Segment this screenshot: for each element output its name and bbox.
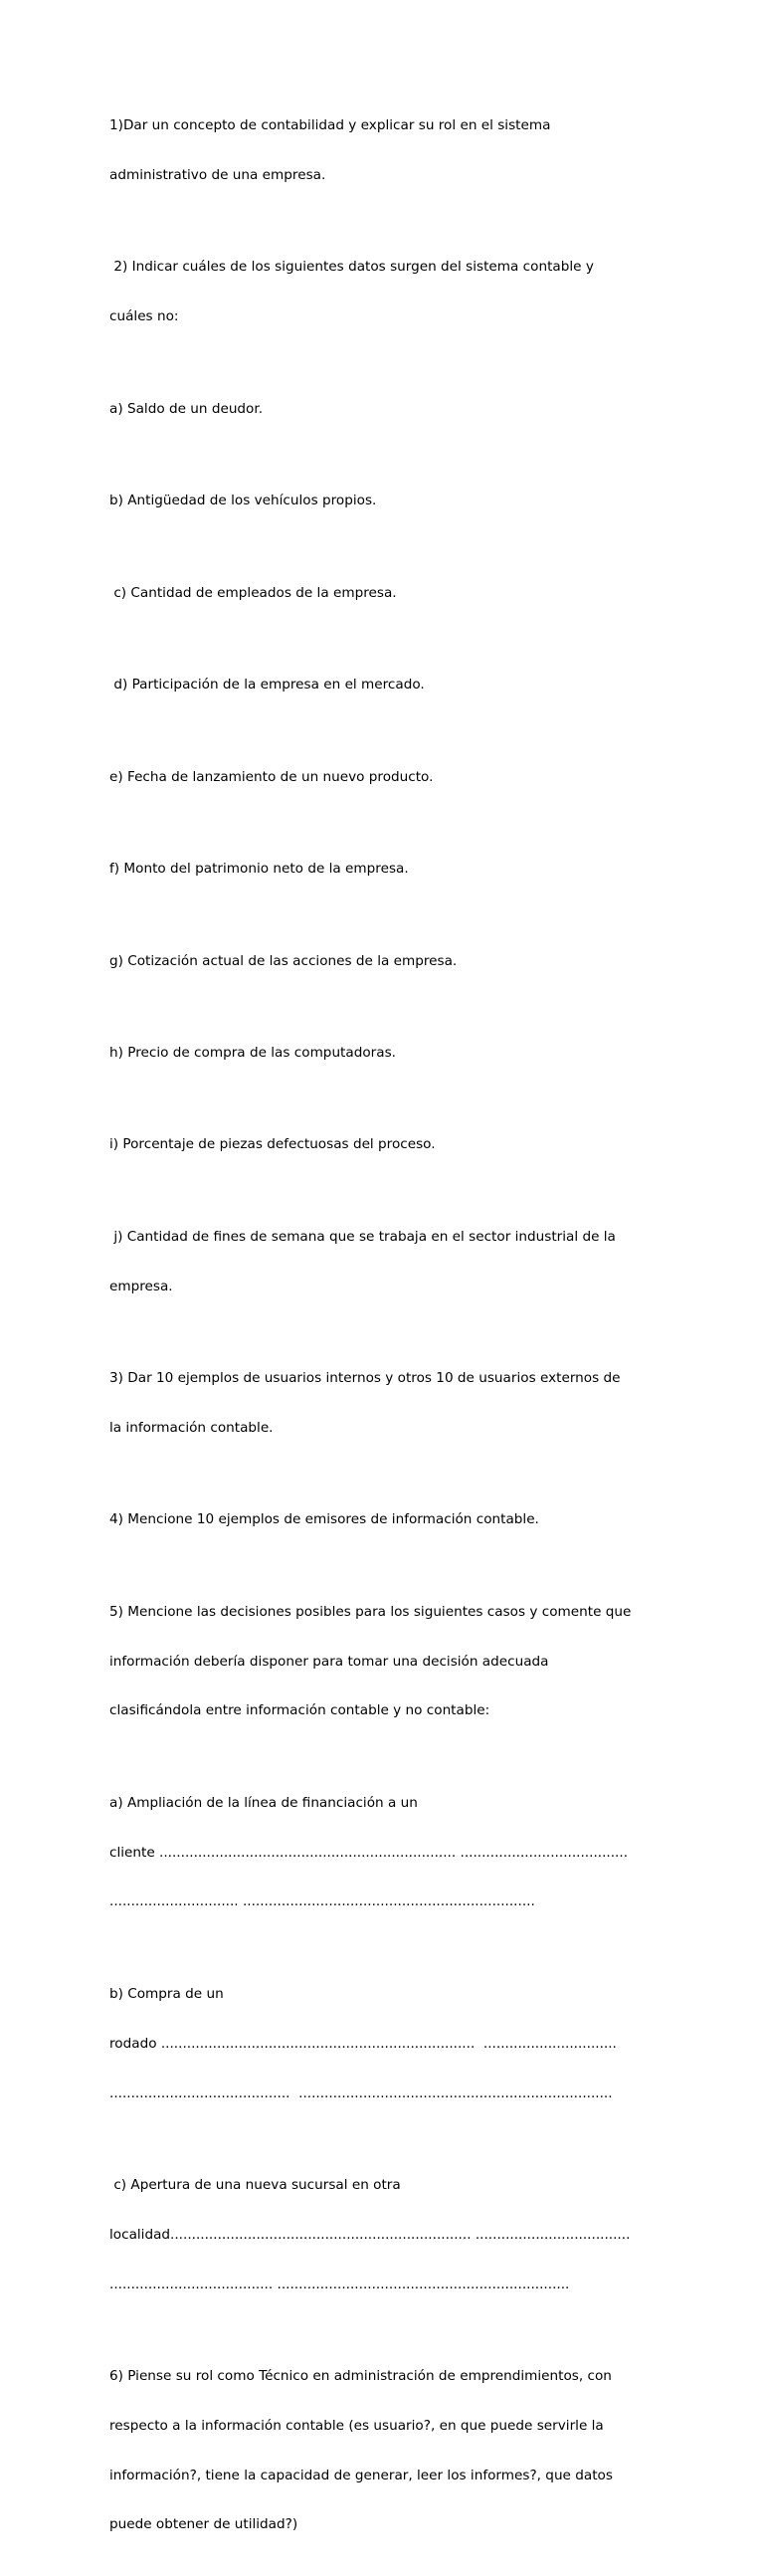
text-line: 3) Dar 10 ejemplos de usuarios internos y otros 10 de usuarios externos de: [109, 1370, 621, 1387]
text-line: e) Fecha de lanzamiento de un nuevo producto.: [109, 768, 434, 785]
text-line: b) Compra de un: [109, 1985, 224, 2002]
text-line: .............................. ....................................................................: [109, 1893, 535, 1910]
text-line: 4) Mencione 10 ejemplos de emisores de información contable.: [109, 1511, 539, 1528]
case-c: [109, 2144, 659, 2326]
text-line: b) Antigüedad de los vehículos propios.: [109, 493, 377, 509]
paragraph-2: [109, 226, 659, 358]
text-line: a) Ampliación de la línea de financiación a un: [109, 1794, 418, 1811]
text-line: c) Cantidad de empleados de la empresa.: [109, 584, 397, 601]
document-page: [109, 85, 659, 2576]
item-g: [109, 919, 659, 1002]
paragraph-3: [109, 1337, 659, 1470]
item-c: [109, 551, 659, 634]
text-line: ...................................... ....................................................................: [109, 2276, 570, 2292]
item-e: [109, 735, 659, 818]
paragraph-4: [109, 1479, 659, 1561]
text-line: cuáles no:: [109, 308, 179, 325]
case-a: [109, 1762, 659, 1944]
text-line: empresa.: [109, 1278, 173, 1294]
paragraph-6: [109, 2335, 659, 2566]
text-line: i) Porcentaje de piezas defectuosas del proceso.: [109, 1136, 436, 1153]
text-line: d) Participación de la empresa en el mercado.: [109, 677, 425, 694]
text-line: cliente ..................................................................... .......................................: [109, 1844, 629, 1861]
case-b: [109, 1953, 659, 2135]
text-line: información debería disponer para tomar una decisión adecuada: [109, 1653, 549, 1670]
item-h: [109, 1012, 659, 1094]
item-d: [109, 644, 659, 726]
text-line: f) Monto del patrimonio neto de la empresa.: [109, 861, 409, 878]
text-line: h) Precio de compra de las computadoras.: [109, 1044, 396, 1061]
item-f: [109, 828, 659, 910]
text-line: información?, tiene la capacidad de generar, leer los informes?, que datos: [109, 2467, 613, 2483]
text-line: localidad...................................................................... ....................................: [109, 2226, 631, 2243]
item-a: [109, 368, 659, 451]
text-line: c) Apertura de una nueva sucursal en otra: [109, 2176, 401, 2193]
text-line: la información contable.: [109, 1419, 274, 1436]
text-line: .......................................... .........................................................................: [109, 2084, 613, 2101]
text-line: a) Saldo de un deudor.: [109, 400, 264, 417]
paragraph-5: [109, 1571, 659, 1753]
text-line: g) Cotización actual de las acciones de la empresa.: [109, 952, 458, 969]
text-line: j) Cantidad de fines de semana que se trabaja en el sector industrial de la: [109, 1228, 616, 1245]
text-line: administrativo de una empresa.: [109, 166, 326, 183]
text-line: clasificándola entre información contable y no contable:: [109, 1702, 490, 1719]
text-line: puede obtener de utilidad?): [109, 2516, 298, 2533]
text-line: 6) Piense su rol como Técnico en administración de emprendimientos, con: [109, 2368, 612, 2384]
item-b: [109, 460, 659, 542]
text-line: rodado ......................................................................... ...............................: [109, 2035, 617, 2052]
item-i: [109, 1103, 659, 1186]
paragraph-1: [109, 85, 659, 217]
text-line: 5) Mencione las decisiones posibles para los siguientes casos y comente que: [109, 1603, 632, 1620]
text-line: 1)Dar un concepto de contabilidad y explicar su rol en el sistema: [109, 117, 551, 134]
text-line: 2) Indicar cuáles de los siguientes datos surgen del sistema contable y: [109, 259, 594, 276]
item-j: [109, 1196, 659, 1328]
text-line: respecto a la información contable (es usuario?, en que puede servirle la: [109, 2417, 604, 2434]
